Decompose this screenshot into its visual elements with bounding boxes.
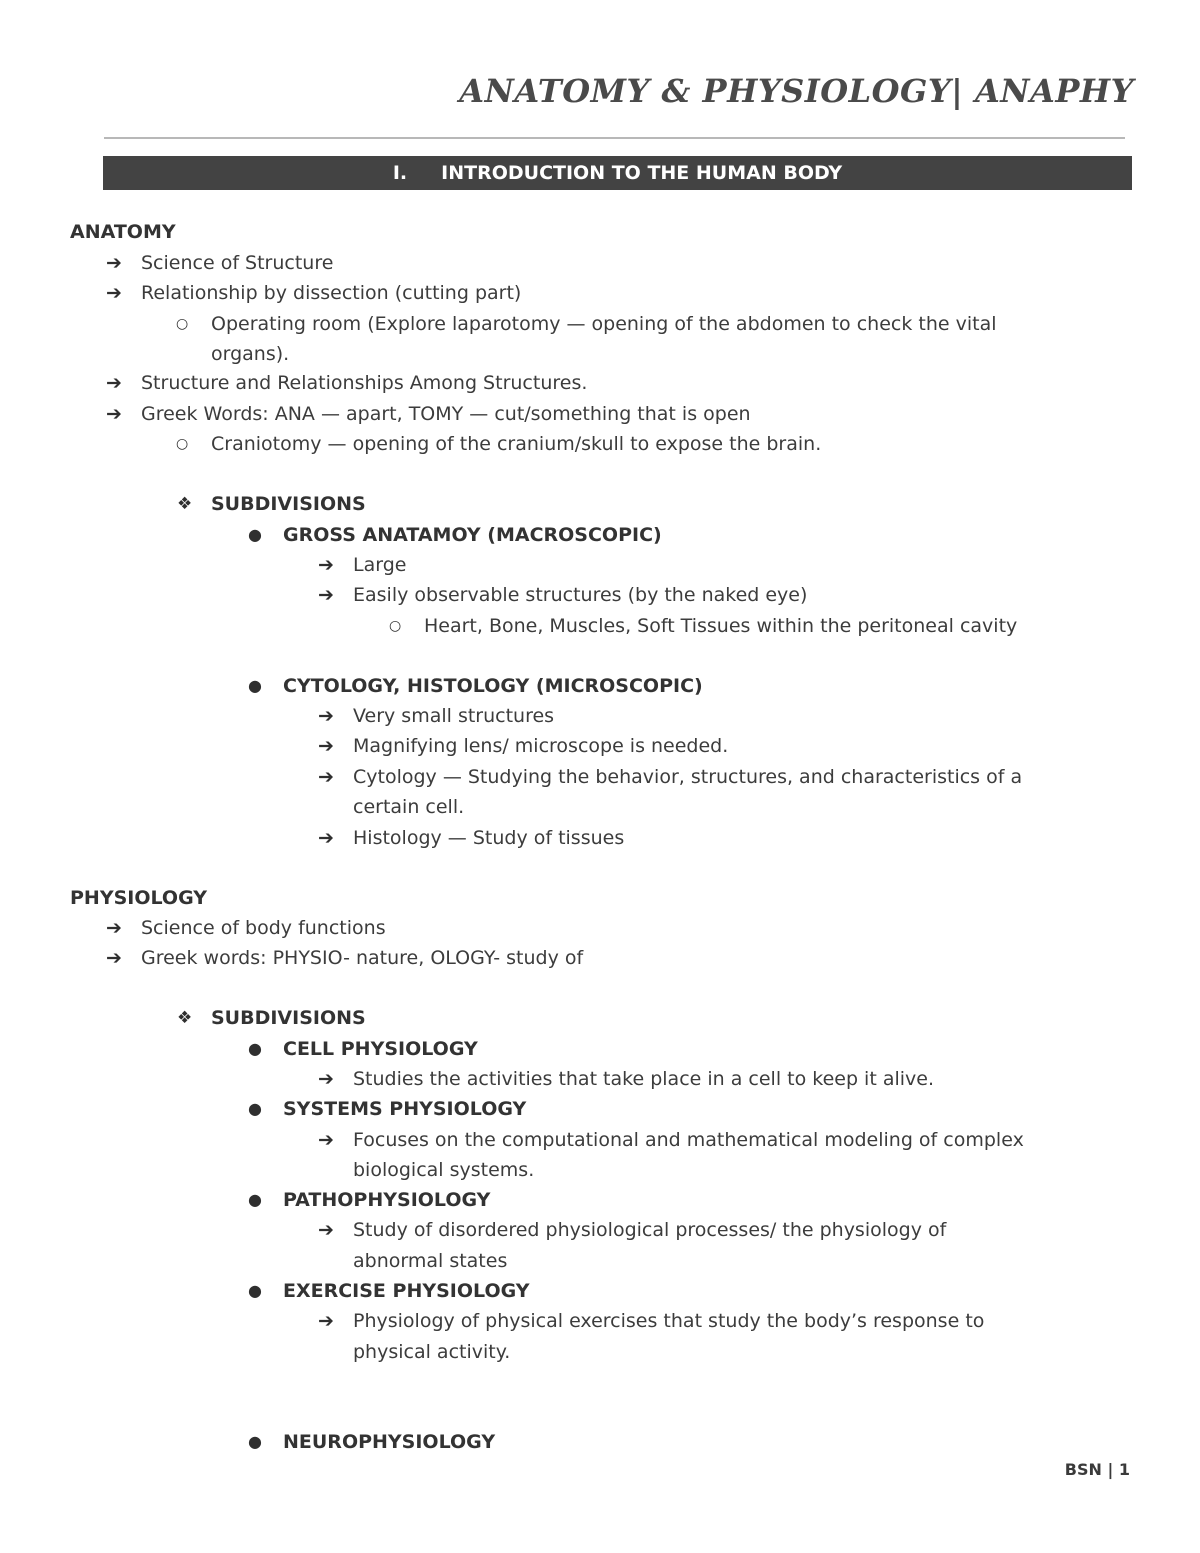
arrow-icon: ➔ <box>318 705 334 727</box>
document-title: ANATOMY & PHYSIOLOGY| ANAPHY <box>459 72 1134 110</box>
systems-physiology-item-cont: biological systems. <box>353 1159 535 1181</box>
physiology-item: Science of body functions <box>141 917 386 939</box>
anatomy-item: Structure and Relationships Among Structures. <box>141 372 588 394</box>
systems-physiology-item: Focuses on the computational and mathematical modeling of complex <box>353 1129 1024 1151</box>
dot-bullet-icon: ● <box>248 1432 262 1451</box>
anatomy-subitem-cont: organs). <box>211 343 290 365</box>
title-divider <box>104 137 1125 139</box>
page-number: BSN | 1 <box>1064 1460 1130 1479</box>
gross-subitem: Heart, Bone, Muscles, Soft Tissues within the peritoneal cavity <box>424 615 1018 637</box>
exercise-physiology-heading: EXERCISE PHYSIOLOGY <box>283 1280 530 1302</box>
arrow-icon: ➔ <box>106 947 122 969</box>
arrow-icon: ➔ <box>318 1068 334 1090</box>
pathophysiology-item-cont: abnormal states <box>353 1250 508 1272</box>
dot-bullet-icon: ● <box>248 1190 262 1209</box>
anatomy-item: Science of Structure <box>141 252 334 274</box>
circle-bullet-icon: ○ <box>176 316 189 332</box>
arrow-icon: ➔ <box>106 252 122 274</box>
arrow-icon: ➔ <box>318 554 334 576</box>
anatomy-heading: ANATOMY <box>70 221 176 243</box>
arrow-icon: ➔ <box>318 766 334 788</box>
cytology-histology-heading: CYTOLOGY, HISTOLOGY (MICROSCOPIC) <box>283 675 703 697</box>
cell-physiology-heading: CELL PHYSIOLOGY <box>283 1038 478 1060</box>
gross-item: Large <box>353 554 407 576</box>
section-header-bar <box>103 156 1132 190</box>
circle-bullet-icon: ○ <box>176 436 189 452</box>
anatomy-subitem: Operating room (Explore laparotomy — opening of the abdomen to check the vital <box>211 313 997 335</box>
anatomy-item: Relationship by dissection (cutting part) <box>141 282 522 304</box>
dot-bullet-icon: ● <box>248 676 262 695</box>
arrow-icon: ➔ <box>318 735 334 757</box>
arrow-icon: ➔ <box>318 1310 334 1332</box>
pathophysiology-heading: PATHOPHYSIOLOGY <box>283 1189 491 1211</box>
diamond-bullet-icon: ❖ <box>177 1008 193 1028</box>
cell-physiology-item: Studies the activities that take place in a cell to keep it alive. <box>353 1068 935 1090</box>
anatomy-subdivisions-heading: SUBDIVISIONS <box>211 493 366 515</box>
arrow-icon: ➔ <box>318 827 334 849</box>
anatomy-item: Greek Words: ANA — apart, TOMY — cut/something that is open <box>141 403 751 425</box>
dot-bullet-icon: ● <box>248 1099 262 1118</box>
dot-bullet-icon: ● <box>248 525 262 544</box>
physiology-subdivisions-heading: SUBDIVISIONS <box>211 1007 366 1029</box>
gross-anatomy-heading: GROSS ANATAMOY (MACROSCOPIC) <box>283 524 662 546</box>
cytology-item: Magnifying lens/ microscope is needed. <box>353 735 729 757</box>
cytology-item: Histology — Study of tissues <box>353 827 625 849</box>
dot-bullet-icon: ● <box>248 1039 262 1058</box>
physiology-item: Greek words: PHYSIO- nature, OLOGY- study of <box>141 947 584 969</box>
exercise-physiology-item: Physiology of physical exercises that study the body’s response to <box>353 1310 985 1332</box>
gross-item: Easily observable structures (by the naked eye) <box>353 584 808 606</box>
anatomy-subitem: Craniotomy — opening of the cranium/skull to expose the brain. <box>211 433 822 455</box>
neurophysiology-heading: NEUROPHYSIOLOGY <box>283 1431 496 1453</box>
pathophysiology-item: Study of disordered physiological processes/ the physiology of <box>353 1219 947 1241</box>
arrow-icon: ➔ <box>106 282 122 304</box>
cytology-item: Cytology — Studying the behavior, structures, and characteristics of a <box>353 766 1023 788</box>
exercise-physiology-item-cont: physical activity. <box>353 1341 511 1363</box>
section-number: I. <box>392 162 408 184</box>
arrow-icon: ➔ <box>318 1129 334 1151</box>
diamond-bullet-icon: ❖ <box>177 494 193 514</box>
arrow-icon: ➔ <box>318 584 334 606</box>
arrow-icon: ➔ <box>106 372 122 394</box>
section-title: INTRODUCTION TO THE HUMAN BODY <box>441 162 843 184</box>
cytology-item: Very small structures <box>353 705 555 727</box>
arrow-icon: ➔ <box>106 403 122 425</box>
arrow-icon: ➔ <box>318 1219 334 1241</box>
circle-bullet-icon: ○ <box>389 618 402 634</box>
systems-physiology-heading: SYSTEMS PHYSIOLOGY <box>283 1098 527 1120</box>
dot-bullet-icon: ● <box>248 1281 262 1300</box>
physiology-heading: PHYSIOLOGY <box>70 887 208 909</box>
arrow-icon: ➔ <box>106 917 122 939</box>
cytology-item-cont: certain cell. <box>353 796 465 818</box>
